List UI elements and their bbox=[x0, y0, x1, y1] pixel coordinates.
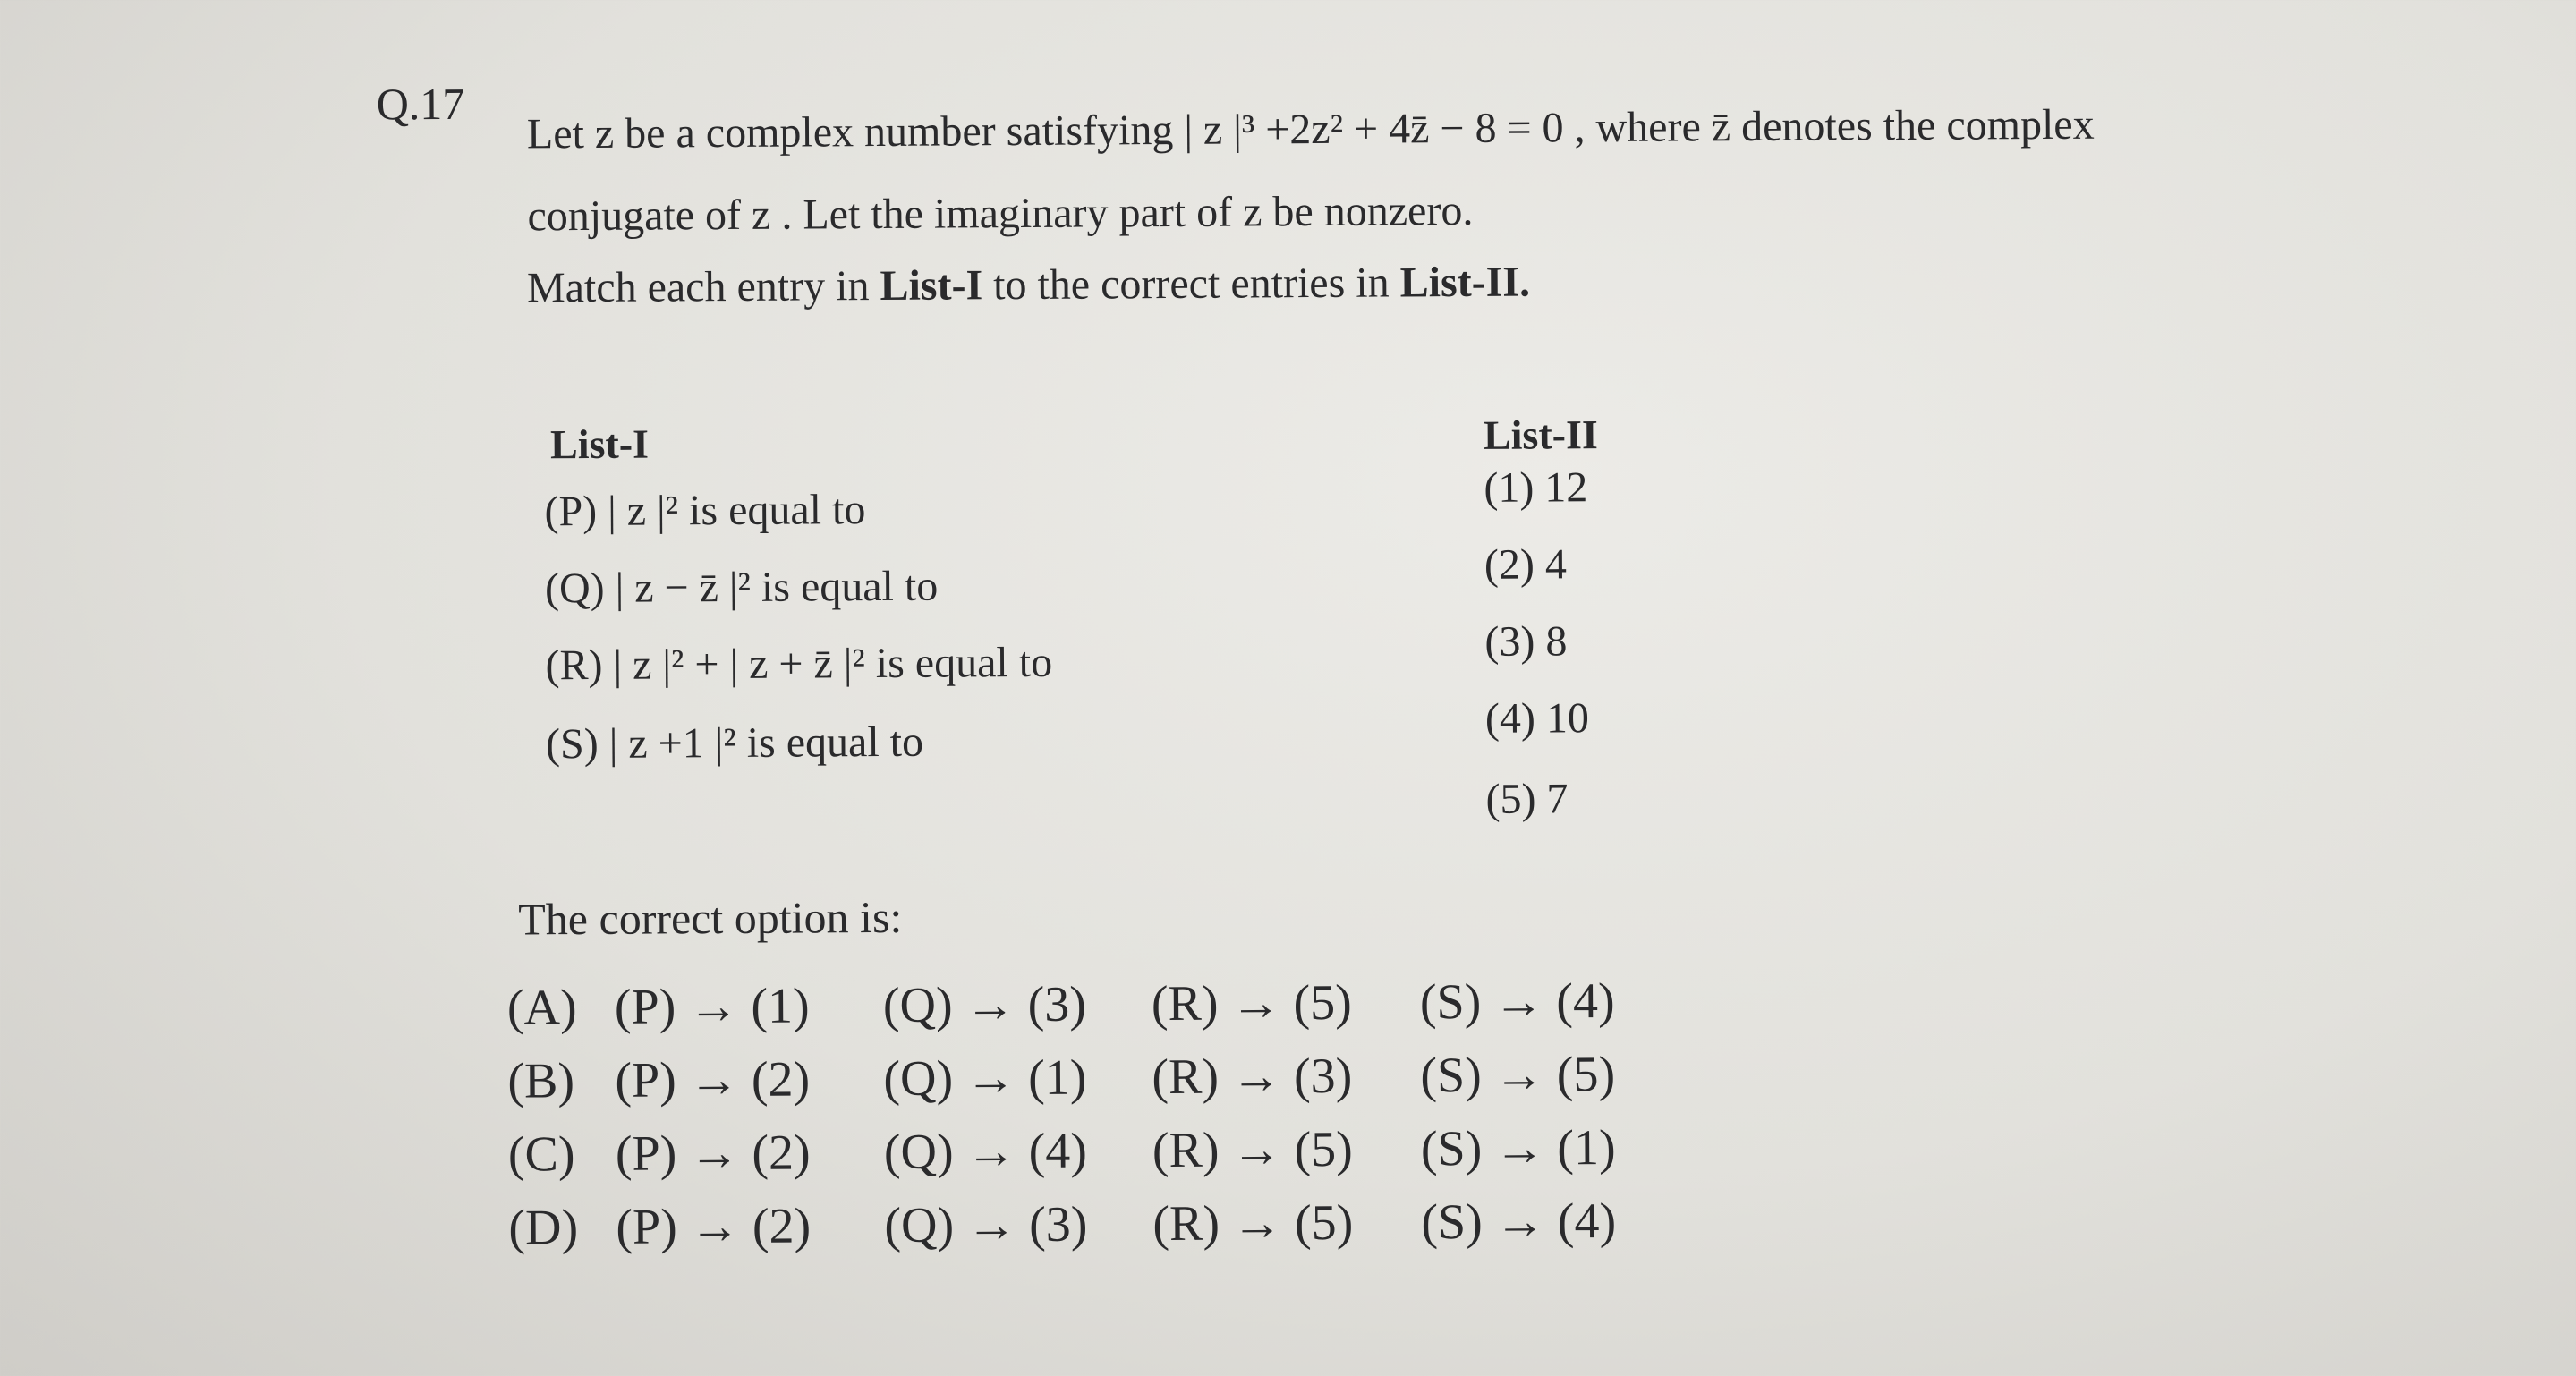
option-p: (P) → (2) bbox=[615, 1051, 811, 1108]
option-label: (B) bbox=[507, 1053, 575, 1109]
correct-option-prompt: The correct option is: bbox=[518, 891, 903, 945]
instruction-pre: Match each entry in bbox=[526, 261, 880, 312]
option-label: (C) bbox=[507, 1126, 575, 1183]
list1-item-label: (S) bbox=[545, 719, 599, 769]
list2-item-5: (5) 7 bbox=[1485, 775, 1569, 823]
list2-item-3: (3) 8 bbox=[1484, 617, 1568, 666]
option-q: (Q) → (3) bbox=[884, 1196, 1088, 1253]
list2-item-4: (4) 10 bbox=[1484, 694, 1590, 743]
option-p: (P) → (2) bbox=[616, 1198, 812, 1255]
option-a[interactable] bbox=[507, 973, 1615, 1037]
instruction-list2: List-II. bbox=[1399, 258, 1531, 307]
option-s: (S) → (4) bbox=[1419, 973, 1615, 1031]
option-s: (S) → (4) bbox=[1421, 1193, 1617, 1251]
option-b[interactable] bbox=[507, 1046, 1615, 1110]
list1-item-label: (P) bbox=[544, 487, 598, 536]
instruction-list1: List-I bbox=[880, 261, 983, 310]
list1-item-expr: | z − z̄ |² is equal to bbox=[615, 562, 939, 612]
option-d[interactable] bbox=[508, 1193, 1616, 1257]
list1-item-expr: | z +1 |² is equal to bbox=[608, 718, 924, 768]
option-p: (P) → (2) bbox=[615, 1125, 811, 1182]
list1-item-r bbox=[545, 638, 1052, 690]
option-q: (Q) → (3) bbox=[882, 976, 1087, 1033]
list2-item-1: (1) 12 bbox=[1484, 463, 1588, 512]
list2-header: List-II bbox=[1483, 412, 1598, 458]
option-label: (A) bbox=[506, 980, 577, 1036]
list2-item-2: (2) 4 bbox=[1484, 540, 1568, 589]
option-p: (P) → (1) bbox=[614, 978, 810, 1035]
option-q: (Q) → (1) bbox=[883, 1049, 1087, 1107]
list1-item-label: (Q) bbox=[544, 564, 605, 613]
instruction bbox=[527, 258, 1530, 313]
stem-line-1: Let z be a complex number satisfying | z |³ +2z² + 4z̄ − 8 = 0 , where z̄ denotes the complex bbox=[526, 100, 2095, 158]
stem-line-2: conjugate of z . Let the imaginary part of z be nonzero. bbox=[527, 186, 1474, 241]
question-number: Q.17 bbox=[376, 78, 465, 130]
list1-item-q bbox=[545, 562, 939, 614]
option-r: (R) → (5) bbox=[1152, 1121, 1354, 1179]
option-r: (R) → (5) bbox=[1151, 974, 1353, 1032]
option-r: (R) → (5) bbox=[1152, 1194, 1354, 1253]
option-s: (S) → (1) bbox=[1420, 1119, 1616, 1177]
list1-item-label: (R) bbox=[545, 641, 603, 690]
question-stem bbox=[527, 84, 2096, 259]
list1-item-expr: | z |² is equal to bbox=[608, 486, 866, 535]
instruction-mid: to the correct entries in bbox=[982, 259, 1400, 310]
option-s: (S) → (5) bbox=[1420, 1046, 1616, 1104]
option-r: (R) → (3) bbox=[1152, 1048, 1353, 1106]
option-c[interactable] bbox=[508, 1119, 1616, 1184]
list1-item-p bbox=[544, 485, 865, 536]
option-label: (D) bbox=[508, 1200, 579, 1256]
list1-item-expr: | z |² + | z + z̄ |² is equal to bbox=[613, 638, 1053, 689]
list1-header: List-I bbox=[549, 420, 650, 468]
option-q: (Q) → (4) bbox=[883, 1123, 1088, 1180]
list1-item-s bbox=[546, 718, 923, 769]
